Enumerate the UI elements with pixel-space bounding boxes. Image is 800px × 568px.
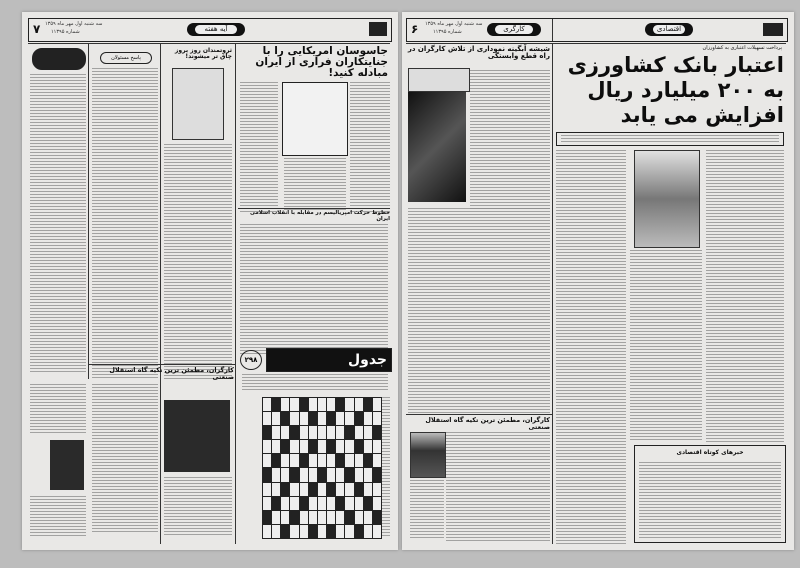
phone-ad xyxy=(32,48,86,70)
farmer-photo xyxy=(634,150,700,248)
headline-spies: جاسوسان امریکایی را با جنایتکاران فراری از ایران مبادله کنید! xyxy=(255,45,388,80)
date: سه شنبه اول مهر ماه ۱۳۵۹ xyxy=(425,21,483,27)
section-tab: آیه هفته xyxy=(187,23,245,36)
page-number: ۷ xyxy=(33,22,41,36)
photo-dark-2 xyxy=(50,440,84,490)
headline-workers: کارگران، مطمئن ترین تکیه گاه استقلال صنعتی xyxy=(109,366,234,381)
crossword-grid[interactable] xyxy=(262,397,382,539)
briefs-title: خبرهای کوتاه اقتصادی xyxy=(676,449,744,456)
responses-title: پاسخ مسئولان xyxy=(100,52,152,64)
portrait-photo xyxy=(410,432,446,478)
date: سه شنبه اول مهر ماه ۱۳۵۹ xyxy=(45,21,103,27)
photo-dark xyxy=(164,400,230,472)
page-header xyxy=(28,18,392,42)
headline-kicker: پرداخت تسهیلات اعتباری به کشاورزان xyxy=(702,45,782,51)
page-number: ۶ xyxy=(411,22,419,36)
photo-factory xyxy=(408,92,466,202)
headline-imperialism: خطوط حرکت امپریالیسم در مقابله با انقلاب اسلامی ایران xyxy=(249,210,390,222)
issue: شماره ۱۱۳۹۵ xyxy=(433,29,462,35)
economic-briefs-box xyxy=(634,445,786,543)
cartoon xyxy=(172,68,224,140)
cartoon-caption: ثروتمندان روز بروز چاق تر میشوند! xyxy=(174,47,232,61)
right-page xyxy=(402,12,794,550)
left-page xyxy=(22,12,398,550)
page-header xyxy=(406,18,788,42)
headline-agri-bank: اعتبار بانک کشاورزی به ۲۰۰ میلیارد ریال افزایش می یابد xyxy=(567,53,784,127)
section-tab-economy: اقتصادی xyxy=(645,23,693,36)
masthead-logo xyxy=(763,23,783,36)
factory-illustration xyxy=(408,68,470,92)
house-illustration xyxy=(282,82,348,156)
issue: شماره ۱۱۳۹۵ xyxy=(51,29,80,35)
masthead-logo xyxy=(369,22,387,36)
section-tab-labor: کارگری xyxy=(487,23,541,36)
headline-workers-right: کارگران، مطمئن ترین تکیه گاه استقلال صنعتی xyxy=(425,416,550,431)
crossword-number: ۲۹۸ xyxy=(240,350,262,370)
headline-subpoints xyxy=(556,132,784,146)
headline-glass: شیشه آبگینه نموداری از تلاش کارگران در راه قطع وابستگی xyxy=(407,45,550,61)
crossword-logo: جدول xyxy=(266,348,392,372)
